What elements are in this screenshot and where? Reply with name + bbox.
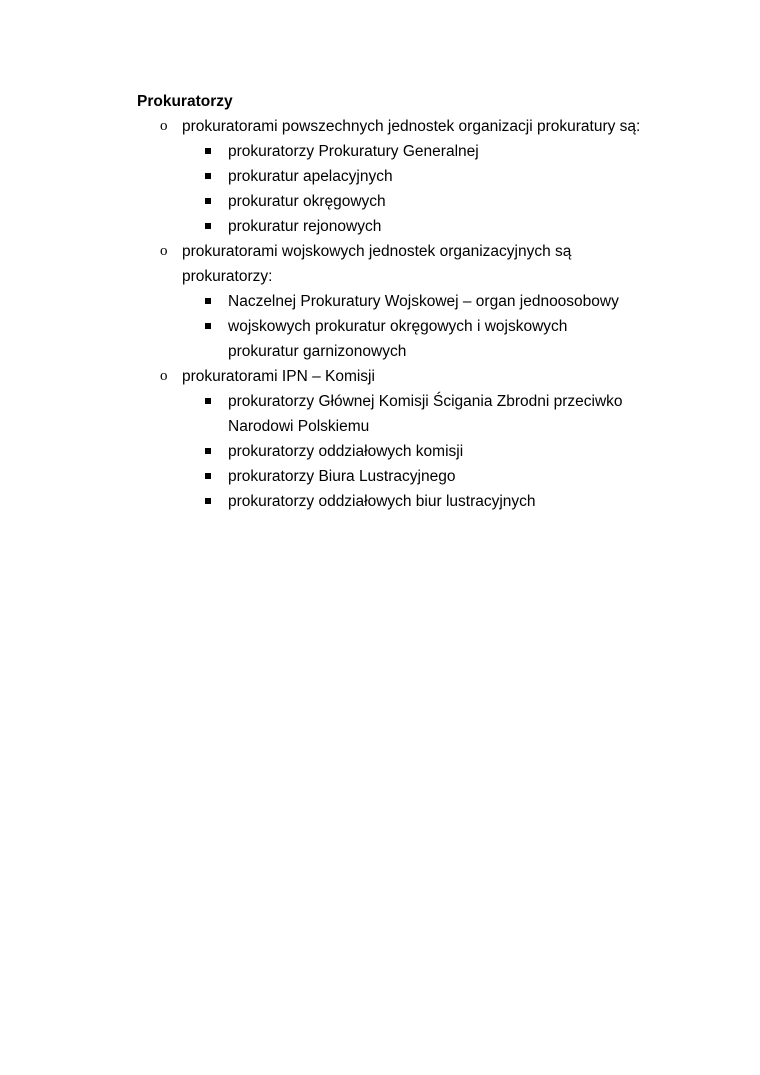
sub-list-item-text: prokuratorzy oddziałowych komisji <box>228 443 464 460</box>
square-bullet-icon <box>205 323 211 329</box>
list-item-group-3 <box>137 364 677 514</box>
sub-list-item <box>182 314 677 364</box>
sub-list-item-text: Naczelnej Prokuratury Wojskowej – organ jednoosobowy <box>228 293 619 310</box>
document-content <box>137 89 677 514</box>
square-bullet-icon <box>205 298 211 304</box>
sub-list-item-text: prokuratorzy Głównej Komisji Ścigania Zbrodni przeciwko Narodowi Polskiemu <box>228 393 623 435</box>
sub-list-item <box>182 214 677 239</box>
sub-list-item-text: prokuratur rejonowych <box>228 218 382 235</box>
square-bullet-icon <box>205 398 211 404</box>
sub-list-item <box>182 389 677 439</box>
list-item-text: prokuratorami wojskowych jednostek organizacyjnych są prokuratorzy: <box>182 243 572 285</box>
sub-list-item <box>182 189 677 214</box>
list-item-text: prokuratorami powszechnych jednostek organizacji prokuratury są: <box>182 118 641 135</box>
list-item-text: prokuratorami IPN – Komisji <box>182 368 375 385</box>
square-bullet-icon <box>205 498 211 504</box>
square-bullet-icon <box>205 148 211 154</box>
sub-list-item <box>182 164 677 189</box>
sub-list-item <box>182 289 677 314</box>
outline-list <box>137 114 677 514</box>
sub-list <box>182 139 677 239</box>
sub-list <box>182 389 677 514</box>
sub-list-item-text: prokuratur okręgowych <box>228 193 386 210</box>
list-item-group-1 <box>137 114 677 239</box>
sub-list-item-text: prokuratorzy Biura Lustracyjnego <box>228 468 456 485</box>
sub-list-item <box>182 489 677 514</box>
sub-list-item-text: wojskowych prokuratur okręgowych i wojskowych prokuratur garnizonowych <box>228 318 568 360</box>
sub-list-item <box>182 139 677 164</box>
sub-list-item <box>182 464 677 489</box>
section-heading: Prokuratorzy <box>137 93 233 110</box>
sub-list-item <box>182 439 677 464</box>
square-bullet-icon <box>205 448 211 454</box>
sub-list-item-text: prokuratorzy oddziałowych biur lustracyjnych <box>228 493 536 510</box>
sub-list-item-text: prokuratur apelacyjnych <box>228 168 393 185</box>
hollow-circle-bullet-icon: o <box>160 118 168 134</box>
sub-list <box>182 289 677 364</box>
square-bullet-icon <box>205 473 211 479</box>
square-bullet-icon <box>205 223 211 229</box>
square-bullet-icon <box>205 173 211 179</box>
hollow-circle-bullet-icon: o <box>160 243 168 259</box>
hollow-circle-bullet-icon: o <box>160 368 168 384</box>
list-item-group-2 <box>137 239 677 364</box>
square-bullet-icon <box>205 198 211 204</box>
sub-list-item-text: prokuratorzy Prokuratury Generalnej <box>228 143 479 160</box>
